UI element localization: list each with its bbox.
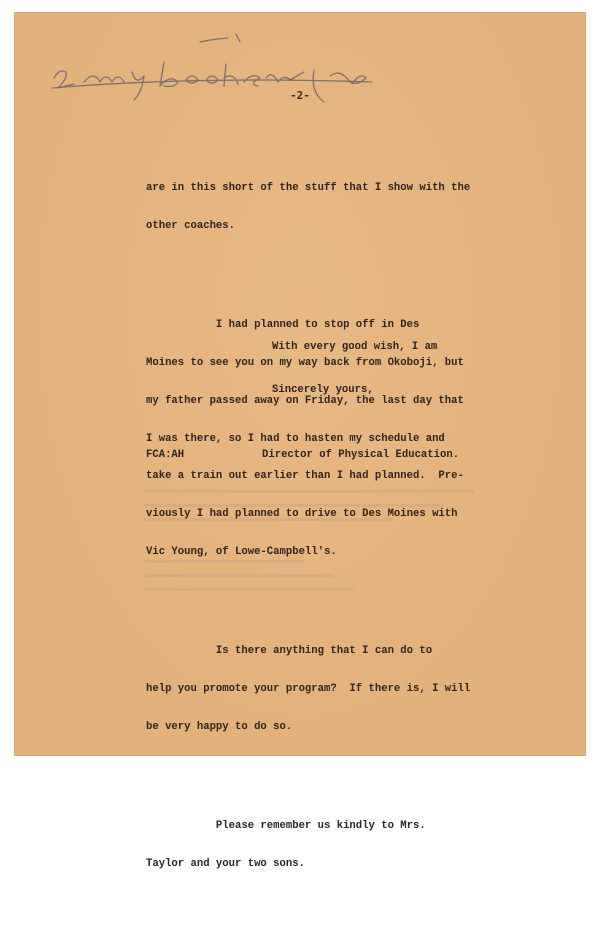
text-line: Taylor and your two sons.	[146, 857, 305, 870]
show-through	[144, 504, 444, 507]
text-line: Vic Young, of Lowe-Campbell's.	[146, 546, 337, 558]
text-line: are in this short of the stuff that I show with the	[146, 182, 471, 195]
page-number: -2-	[290, 89, 310, 102]
signer-title: Director of Physical Education.	[262, 449, 460, 461]
paragraph-3	[146, 620, 546, 759]
text-line: Moines to see you on my way back from Okoboji, but	[146, 357, 464, 370]
text-line: I was there, so I had to hasten my schedule and	[146, 432, 445, 445]
show-through	[144, 574, 334, 577]
text-line: Please remember us kindly to Mrs.	[146, 819, 426, 832]
text-line: take a train out earlier than I had planned. Pre-	[146, 470, 464, 483]
paragraph-2	[146, 294, 546, 584]
text-line: help you promote your program? If there is, I will	[146, 682, 471, 695]
show-through	[144, 518, 394, 521]
text-line: my father passed away on Friday, the last day that	[146, 394, 464, 407]
text-line: Is there anything that I can do to	[146, 645, 433, 658]
text-line: be very happy to do so.	[146, 720, 293, 733]
text-line: viously I had planned to drive to Des Moines with	[146, 508, 458, 521]
text-line: I had planned to stop off in Des	[146, 319, 420, 332]
text-line: other coaches.	[146, 220, 236, 233]
letter-page	[14, 12, 586, 870]
paragraph-4	[146, 795, 546, 896]
pencil-annotation	[14, 12, 586, 132]
letter-body	[146, 132, 546, 927]
show-through	[144, 588, 354, 591]
show-through	[144, 560, 304, 563]
show-through	[144, 490, 474, 493]
signoff: Sincerely yours,	[272, 384, 374, 396]
paragraph-1	[146, 157, 546, 258]
typist-initials: FCA:AH	[146, 449, 185, 461]
closing-line: With every good wish, I am	[272, 341, 438, 353]
